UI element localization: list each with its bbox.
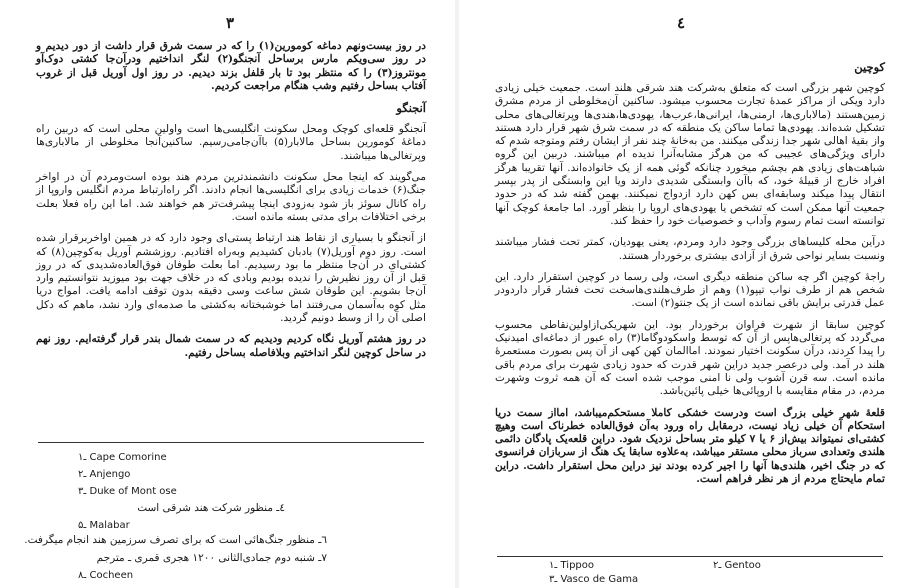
footnote: ٤ـ منظور شرکت هند شرقی است [137,502,285,514]
footnote: ۱ـ Tippoo [549,560,595,571]
section-heading-anjengo: آنجنگو [396,101,426,116]
paragraph: قلعهٔ شهر خیلی بزرگ است ودرست خشکی کاملا مستحکم‌میباشد، امااز سمت دریا استحکام آن خیلی زیاد نیست، درمقابل راه ورود به‌آن فوق‌العاده خطرناک است وهیچ کشتی‌ای نمیتواند بیش‌از ۶ یا ۷ کیلو متر بساحل نزدیک شود. دراین قلعه‌یک پادگان دائمی هلندی وتعدادی سرباز محلی مستقر میباشد، به‌علاوه سابقا یک هنگ از سربازان فرانسوی که در جنگ اخیر، هلندی‌ها آنها را اجیر کرده بودند نیز دراین محل استقرار داشت. دراین تمام مایحتاج مردم از هر نظر فراهم است. [495,406,885,486]
paragraph: از آنجنگو با بسیاری از نقاط هند ارتباط پستی‌ای وجود دارد که در همین اواخربرقرار شده است. روز دوم آوریل(۷) بادبان کشیدیم وبه‌راه افتادیم. روزششم آوریل به‌کوچین(۸) که کشتی‌ای در آن‌جا منتظر ما بود رسیدیم. اما بعلت طوفان فوق‌العاده‌شدیدی که در روز قبل از آن روز نظیرش را ندیده بودیم وبادی که در خلاف جهت بود میوزید نتوانستیم وارد آن‌جا بشویم. این طوفان شش ساعت وسی دقیقه بدون توقف ادامه یافت. امواج دریا مثل کوه به‌آسمان می‌رفتند اما خوشبختانه به‌کشتی ما صدمه‌ای وارد نشد، ماهم که دکل اصلی آن را از وسط دونیم گردید. [36,232,426,325]
footnote: ۱ـ Cape Comorine [78,452,167,463]
right-page [459,0,914,588]
paragraph: کوچین شهر بزرگی است که متعلق به‌شرکت هند شرقی هلند است. جمعیت خیلی زیادی دارد ویکی از مراکز عمدهٔ تجارت محسوب میشود. ساکنین آن‌مخلوطی از مردم مشرق زمین‌هستند (مالاباری‌ها، ارمنی‌ها، ایرانی‌ها،عرب‌ها، یهودی‌ها،هندی‌ها وپرتغالی‌های محلی تشکیل شده‌اند. یهودی‌ها تماما ساکن یک منطقه که در سمت شرق شهر قرار دارد هستند واز بقیهٔ اهالی شهر جدا زندگی میکنند. من به‌خانهٔ چند نفر از ایشان رفتم ومتوجه شدم که دارای ویژگی‌های عجیبی که من هرگز مشابه‌آنرا ندیده ام میباشند. دربین این گروه شباهت‌های زیادی هم بچشم میخورد چنانکه گوئی همه از یک خانواده‌اند. آنها تقریبا هرگز افراد خارج از قبیلهٔ خود، که باآن وابستگی شدیدی دارند ویا این وابستگی از پدر بپسر انتقال پیدا میکند وسابقه‌ای بس کهن دارد ازدواج نمیکنند. بهمن گفته شد که در حدود جمعیت آنها ممکن است که تشخص یا یهودی‌های اروپا را بنظر آورد. اما جامعهٔ کوچک آنها توانسته است تمام رسوم وآداب و خصوصیات خود را حفظ کند. [495,82,885,227]
footnote: ۲ـ Gentoo [713,560,761,571]
page-number: ٤ [677,14,686,32]
intro-paragraph: در روز بیست‌ونهم دماغه کومورین(۱) را که در سمت شرق قرار داشت از دور دیدیم و در روز سی‌ویکم مارس برساحل آنجنگو(۲) لنگر انداختیم ودرآن‌جا کشتی دوک‌آو مونتروز(۳) را که منتظر بود تا بار قلفل بزند دیدیم. در روز اول آوریل قبل از غروب آفتاب بساحل رفتیم وشب هنگام مراجعت کردیم. [36,40,426,92]
footnote: ۸ـ Cocheen [78,570,134,581]
footnote: ۳ـ Vasco de Gama [549,574,639,585]
right-text-column [495,60,885,494]
footnote: ۷ـ شنبه دوم جمادی‌الثانی ۱۲۰۰ هجری قمری ـ مترجم [96,552,327,564]
footnote: ۳ـ Duke of Mont ose [78,486,177,497]
footnote: ۵ـ Malabar [78,520,130,531]
left-page [0,0,455,588]
footnote-divider [497,556,883,557]
footnote: ٦ـ منظور جنگ‌هائی است که برای تصرف سرزمین هند انجام میگرفت. [24,534,327,546]
footnote: ۲ـ Anjengo [78,469,131,480]
left-text-column [36,40,426,368]
page-number: ۳ [226,14,235,32]
section-heading-cochin: کوچین [854,60,885,74]
paragraph: درآین محله کلیساهای بزرگی وجود دارد ومردم، یعنی یهودیان، کمتر تحت فشار میباشند ونسبت بسایر نواحی شرق از آزادی بیشتری برخوردار هستند. [495,236,885,262]
paragraph: راجهٔ کوچین اگر چه ساکن منطقه دیگری است، ولی رسما در کوچین استقرار دارد. این شخص هم از طرف نواب تیپو(۱) وهم از طرف‌هلندی‌هاسخت تحت فشار قرار داردودر عمل قدرتی برایش باقی نمانده است از یک جنتو(۲) است. [495,270,885,310]
paragraph: می‌گویند که اینجا محل سکونت دانشمندترین مردم هند بوده است‌ومردم آن در اواخر جنگ(۶) خدمات زیادی برای انگلیسی‌ها انجام دادند. اگر راه‌ارتباط مردم انگلیس‌ واروپا از راه کانال سوئز باز شود به‌زودی اینجا پیشرفت‌تر هم خواهند شد. اما این راه فعلا بعلت برخی اختلافات برای مدتی بسته مانده است. [36,171,426,223]
paragraph: آنجنگو قلعه‌ای کوچک ومحل سکونت انگلیسی‌ها است واولین محلی است که دربین راه دماغهٔ کومورین بساحل مالابار(۵) باآن‌جامی‌رسیم. ساکنین‌آنجا مخلوطی از مالاباری‌ها وپرتغالی‌ها میباشند. [36,123,426,162]
paragraph: در روز هشتم آوریل نگاه کردیم ودیدیم که در سمت شمال بندر قرار گرفته‌ایم. روز نهم در ساحل کوچین لنگر انداختیم وبلافاصله بساحل رفتیم. [36,333,426,359]
paragraph: کوچین سابقا از شهرت فراوان برخوردار بود. این شهریکی‌ازاولین‌نقاطی محسوب می‌گردد که پرتغالی‌هاپس از آن که توسط واسکودوگاما(۳) راه عبور از دماغه‌ای امیدنیک را پیدا کردند، درآن سکونت اختیار نمودند. اماالمان کهن کهی از آن پس بصورت مستعمرهٔ هلند در آمد. ولی درعصر جدید دراین شهر قدرت که حدود زیادی شهرت برای مردم باقی مانده است. سه قرن آشوب ولی نا امنی موجب شده است که آن همه ثروت وشهرت مردم، در مقام مقایسه با اروپائی‌ها خیلی پائین‌باشد. [495,318,885,398]
footnote-divider [38,442,424,443]
